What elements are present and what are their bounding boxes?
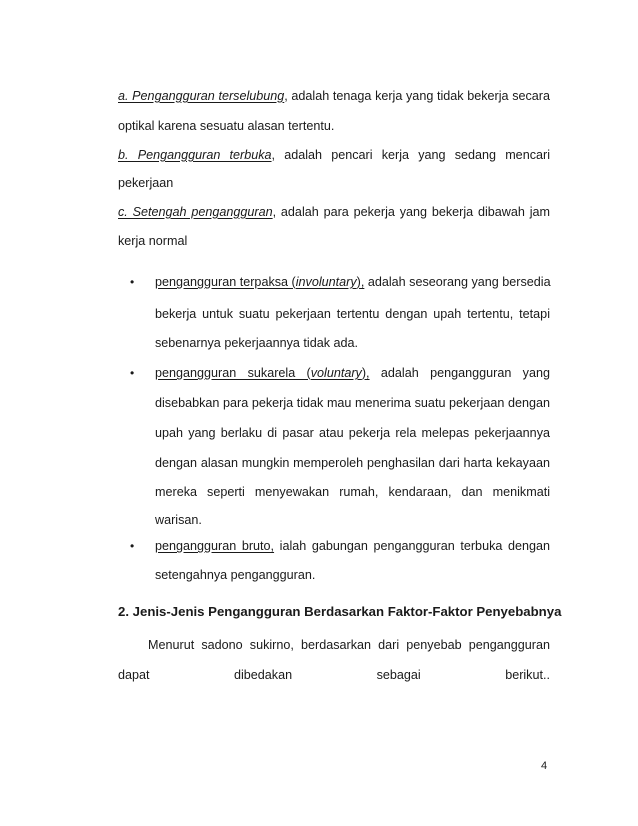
paragraph-line1: Menurut sadono sukirno, berdasarkan dari penyebab pengangguran [148,638,550,652]
bullet-1-text: adalah seseorang yang bersedia [364,275,551,289]
definition-c-sep: , [272,205,277,219]
bullet-3-line2: setengahnya pengangguran. [155,568,316,582]
definition-b-line2: pekerjaan [118,176,174,190]
bullet-marker: • [130,539,135,553]
definition-b-sep: , [271,148,276,162]
definition-c-text: adalah para pekerja yang bekerja dibawah jam [276,205,550,219]
bullet-1-term: pengangguran terpaksa (involuntary), [155,275,365,289]
definition-a-line2: optikal karena sesuatu alasan tertentu. [118,119,335,133]
definition-b-text: adalah pencari kerja yang sedang mencari [275,148,550,162]
paragraph-line2: dapat dibedakan sebagai berikut.. [118,668,550,682]
bullet-3-line1 [155,538,550,554]
bullet-2-text: adalah pengangguran yang [369,366,550,380]
definition-a-term: a. Pengangguran terselubung [118,89,285,103]
page-number: 4 [541,760,548,772]
definition-a-line1 [118,88,550,104]
bullet-2-line4: dengan alasan mungkin memperoleh penghasilan dari harta kekayaan [155,456,550,470]
definition-b-line1 [118,147,550,163]
bullet-2-term: pengangguran sukarela (voluntary), [155,366,370,380]
bullet-2-line5: mereka seperti menyewakan rumah, kendaraan, dan menikmati [155,485,550,499]
bullet-2-line6: warisan. [155,513,202,527]
bullet-2-line2: disebabkan para pekerja tidak mau menerima suatu pekerjaan dengan [155,396,550,410]
bullet-1-line3: sebenarnya pekerjaannya tidak ada. [155,336,359,350]
bullet-1-line2: bekerja untuk suatu pekerjaan tertentu dengan upah tertentu, tetapi [155,307,550,321]
bullet-2-line1 [155,365,550,381]
bullet-marker: • [130,366,135,380]
definition-a-sep: , [284,89,288,103]
definition-c-term: c. Setengah pengangguran [118,205,273,219]
definition-c-line2: kerja normal [118,234,188,248]
definition-c-line1 [118,204,550,220]
section-heading: 2. Jenis-Jenis Pengangguran Berdasarkan Faktor-Faktor Penyebabnya [118,604,562,619]
bullet-2-line3: upah yang berlaku di pasar atau pekerja rela melepas pekerjaannya [155,426,550,440]
bullet-3-term: pengangguran bruto, [155,539,275,553]
bullet-1-line1 [155,274,550,290]
bullet-marker: • [130,275,135,289]
definition-b-term: b. Pengangguran terbuka [118,148,272,162]
bullet-3-text: ialah gabungan pengangguran terbuka dengan [274,539,550,553]
definition-a-text: adalah tenaga kerja yang tidak bekerja secara [287,89,550,103]
